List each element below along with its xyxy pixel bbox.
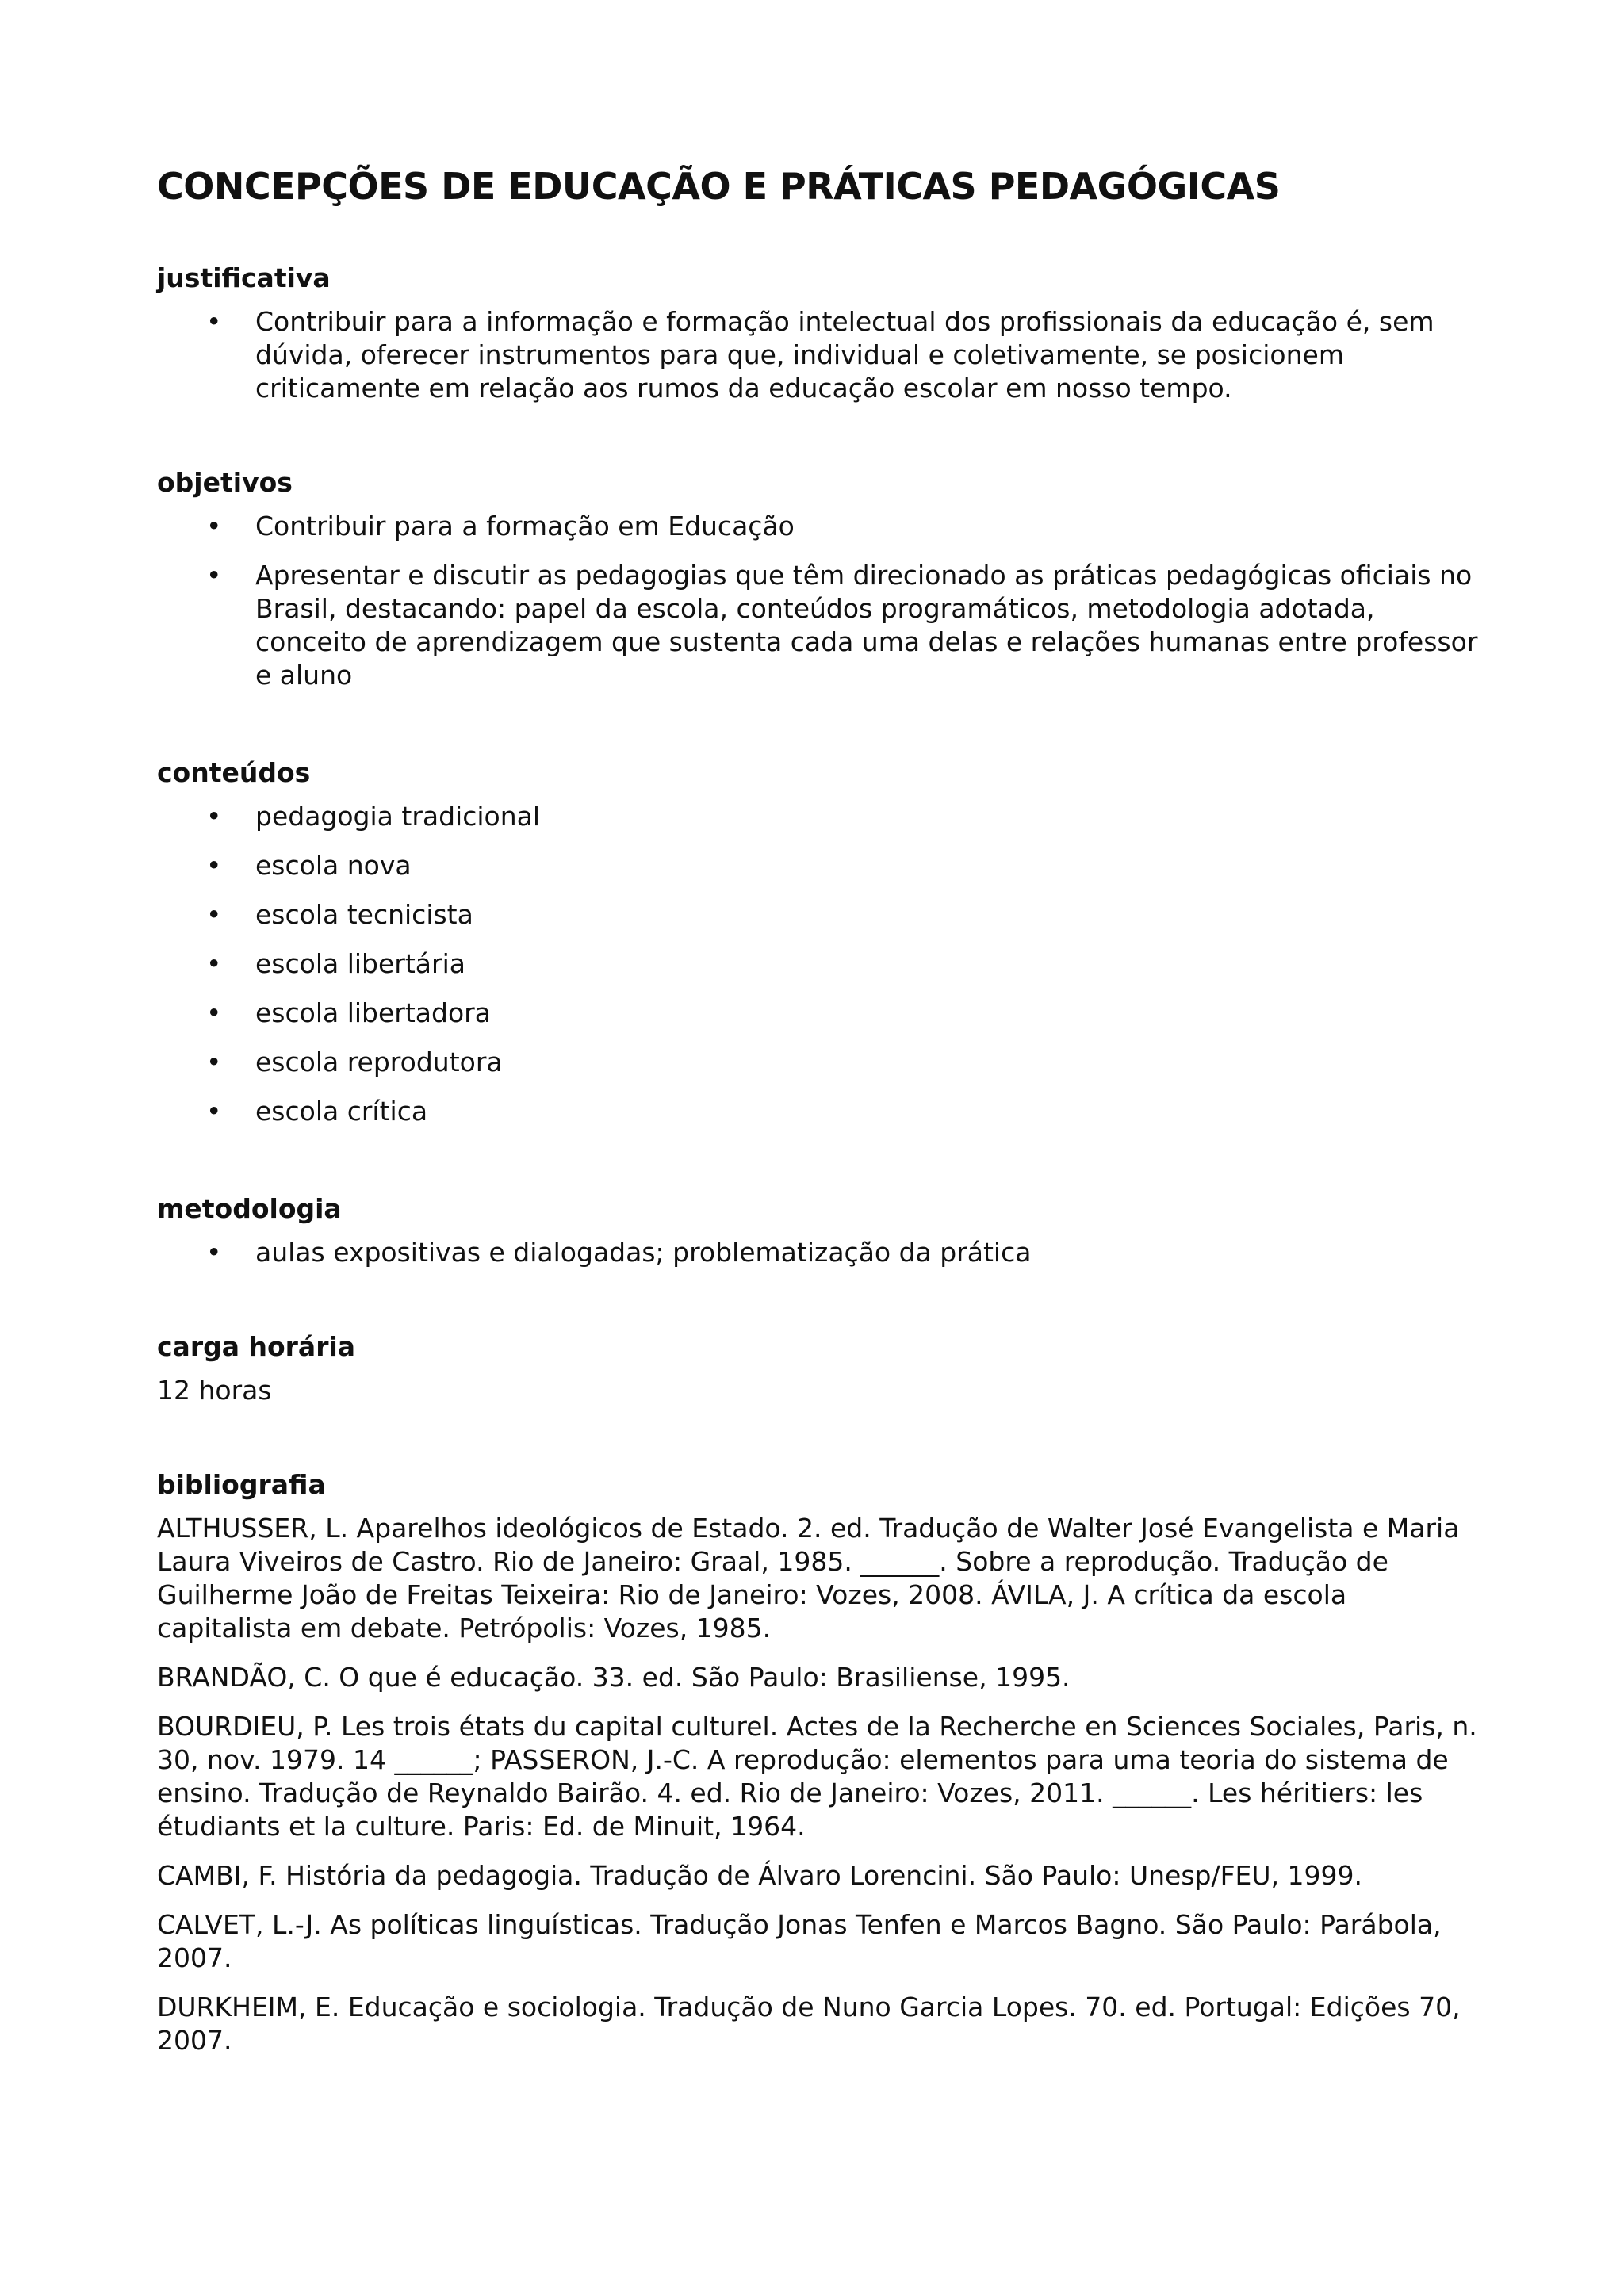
bullet-icon: • bbox=[206, 511, 222, 541]
justificativa-list bbox=[157, 305, 1489, 405]
list-item bbox=[157, 849, 1489, 882]
bullet-icon: • bbox=[206, 560, 222, 591]
list-item-text: Apresentar e discutir as pedagogias que têm direcionado as práticas pedagógicas oficiais no Brasil, destacando: papel da escola, conteúdos programáticos, metodologia adotada, conceito de aprendizagem que sustenta cada uma delas e relações humanas entre professor e aluno bbox=[255, 560, 1478, 691]
bullet-icon: • bbox=[206, 948, 222, 979]
list-item bbox=[157, 559, 1489, 692]
bullet-icon: • bbox=[206, 997, 222, 1028]
list-item bbox=[157, 898, 1489, 932]
objetivos-list bbox=[157, 510, 1489, 692]
conteudos-list bbox=[157, 800, 1489, 1128]
metodologia-list bbox=[157, 1236, 1489, 1269]
bibliography-entry: DURKHEIM, E. Educação e sociologia. Tradução de Nuno Garcia Lopes. 70. ed. Portugal: Edições 70, 2007. bbox=[157, 1992, 1461, 2056]
bibliography-entry: BOURDIEU, P. Les trois états du capital culturel. Actes de la Recherche en Sciences Sociales, Paris, n. 30, nov. 1979. 14 ______; PASSERON, J.-C. A reprodução: elementos para uma teoria do sistema de ensino. Tradução de Reynaldo Bairão. 4. ed. Rio de Janeiro: Vozes, 2011. ______. Les héritiers: les étudiants et la culture. Paris: Ed. de Minuit, 1964. bbox=[157, 1711, 1477, 1842]
list-item bbox=[157, 997, 1489, 1030]
bibliography-entry: CAMBI, F. História da pedagogia. Tradução de Álvaro Lorencini. São Paulo: Unesp/FEU, 1999. bbox=[157, 1860, 1363, 1891]
document-page bbox=[157, 163, 1489, 2073]
list-item bbox=[157, 1046, 1489, 1079]
list-item-text: aulas expositivas e dialogadas; problematização da prática bbox=[255, 1237, 1032, 1268]
section-heading-conteudos: conteúdos bbox=[157, 757, 311, 788]
bullet-icon: • bbox=[206, 850, 222, 881]
page-title: CONCEPÇÕES DE EDUCAÇÃO E PRÁTICAS PEDAGÓGICAS bbox=[157, 165, 1281, 208]
bullet-icon: • bbox=[206, 306, 222, 337]
list-item-text: escola crítica bbox=[255, 1096, 428, 1127]
list-item-text: escola nova bbox=[255, 850, 412, 881]
list-item-text: escola reprodutora bbox=[255, 1047, 503, 1077]
section-heading-metodologia: metodologia bbox=[157, 1193, 342, 1224]
section-metodologia bbox=[157, 1192, 1489, 1269]
list-item-text: escola libertadora bbox=[255, 997, 491, 1028]
bullet-icon: • bbox=[206, 1096, 222, 1127]
section-objetivos bbox=[157, 465, 1489, 692]
section-carga-horaria bbox=[157, 1330, 1489, 1407]
list-item bbox=[157, 1236, 1489, 1269]
list-item bbox=[157, 305, 1489, 405]
bullet-icon: • bbox=[206, 801, 222, 832]
bibliography-entry: ALTHUSSER, L. Aparelhos ideológicos de Estado. 2. ed. Tradução de Walter José Evangelista e Maria Laura Viveiros de Castro. Rio de Janeiro: Graal, 1985. ______. Sobre a reprodução. Tradução de Guilherme João de Freitas Teixeira: Rio de Janeiro: Vozes, 2008. ÁVILA, J. A crítica da escola capitalista em debate. Petrópolis: Vozes, 1985. bbox=[157, 1513, 1460, 1644]
section-bibliografia bbox=[157, 1468, 1489, 2057]
bullet-icon: • bbox=[206, 1047, 222, 1077]
bibliography-entry: BRANDÃO, C. O que é educação. 33. ed. São Paulo: Brasiliense, 1995. bbox=[157, 1662, 1071, 1693]
carga-horaria-value: 12 horas bbox=[157, 1375, 272, 1406]
bullet-icon: • bbox=[206, 899, 222, 930]
section-heading-justificativa: justificativa bbox=[157, 262, 331, 293]
bibliography-entry: CALVET, L.-J. As políticas linguísticas. Tradução Jonas Tenfen e Marcos Bagno. São Paulo: Parábola, 2007. bbox=[157, 1909, 1442, 1973]
section-heading-carga-horaria: carga horária bbox=[157, 1331, 356, 1362]
list-item-text: Contribuir para a formação em Educação bbox=[255, 511, 795, 541]
list-item-text: Contribuir para a informação e formação intelectual dos profissionais da educação é, sem dúvida, oferecer instrumentos para que, individual e coletivamente, se posicionem criticamente em relação aos rumos da educação escolar em nosso tempo. bbox=[255, 306, 1434, 404]
section-heading-objetivos: objetivos bbox=[157, 467, 293, 498]
list-item bbox=[157, 510, 1489, 543]
list-item-text: pedagogia tradicional bbox=[255, 801, 541, 832]
list-item-text: escola libertária bbox=[255, 948, 465, 979]
section-conteudos bbox=[157, 756, 1489, 1128]
list-item bbox=[157, 1095, 1489, 1128]
section-heading-bibliografia: bibliografia bbox=[157, 1469, 326, 1500]
bullet-icon: • bbox=[206, 1237, 222, 1268]
list-item-text: escola tecnicista bbox=[255, 899, 473, 930]
list-item bbox=[157, 800, 1489, 833]
section-justificativa bbox=[157, 261, 1489, 405]
list-item bbox=[157, 947, 1489, 981]
